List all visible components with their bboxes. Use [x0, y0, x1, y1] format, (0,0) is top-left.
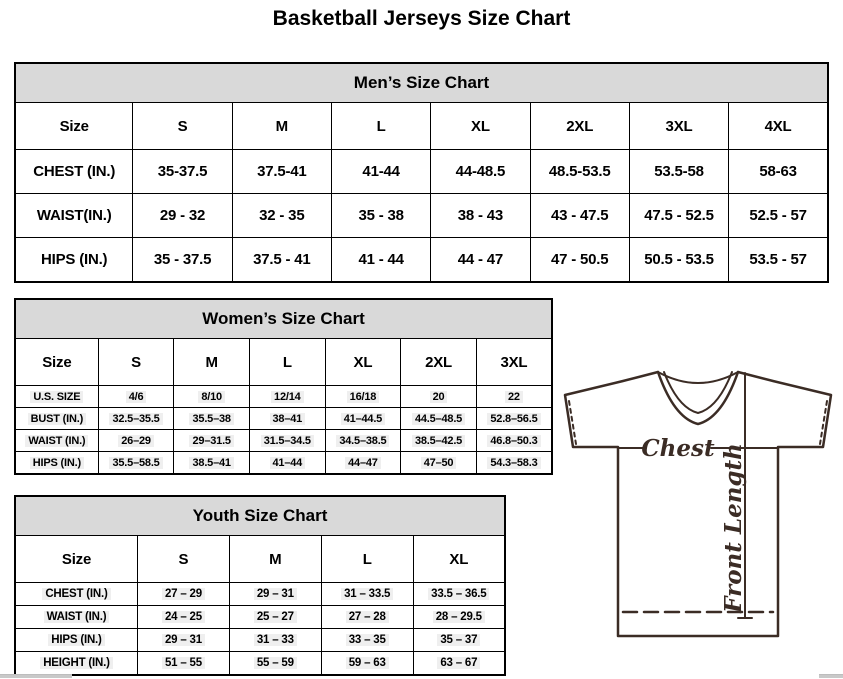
row-label-text: CHEST (IN.): [33, 163, 116, 180]
column-header: Size: [15, 536, 138, 583]
youth-size-chart-table: [14, 495, 506, 676]
table-row: [15, 430, 552, 452]
size-cell: [321, 606, 413, 629]
size-cell: [174, 408, 250, 430]
size-cell: [174, 386, 250, 408]
size-value: 38.5–42.5: [412, 435, 465, 447]
collar-outer-line: [658, 372, 738, 424]
size-value: 44 - 47: [457, 251, 504, 268]
size-cell: [530, 194, 629, 238]
size-value: 35 – 37: [437, 634, 480, 646]
size-cell: [729, 238, 828, 283]
column-header: S: [138, 536, 230, 583]
size-value: 44.5–48.5: [412, 413, 465, 425]
size-cell: [476, 408, 552, 430]
size-value: 44-48.5: [455, 163, 506, 180]
size-cell: [325, 452, 401, 475]
size-cell: [229, 629, 321, 652]
size-value: 46.8–50.3: [487, 435, 540, 447]
mens-size-chart-table: [14, 62, 829, 283]
size-chart-title: Men’s Size Chart: [15, 63, 828, 103]
table-row: [15, 583, 505, 606]
table-row: [15, 629, 505, 652]
size-cell: [232, 194, 331, 238]
size-value: 33 – 35: [346, 634, 389, 646]
size-value: 44–47: [345, 457, 381, 469]
size-cell: [133, 150, 232, 194]
size-cell: [98, 452, 174, 475]
size-value: 48.5-53.5: [548, 163, 611, 180]
size-value: 26–29: [118, 435, 154, 447]
size-cell: [401, 386, 477, 408]
column-header: 3XL: [476, 339, 552, 386]
size-cell: [138, 606, 230, 629]
size-value: 33.5 – 36.5: [428, 588, 489, 600]
horizontal-scrollbar-fragment-left[interactable]: [0, 674, 72, 678]
table-row: [15, 194, 828, 238]
size-value: 32 - 35: [259, 207, 305, 224]
size-value: 12/14: [271, 391, 304, 403]
size-value: 35.5–58.5: [109, 457, 162, 469]
size-value: 51 – 55: [162, 657, 205, 669]
size-cell: [321, 629, 413, 652]
size-cell: [325, 430, 401, 452]
size-cell: [174, 452, 250, 475]
column-header: M: [229, 536, 321, 583]
size-value: 20: [430, 391, 448, 403]
size-value: 31 – 33.5: [341, 588, 393, 600]
size-value: 59 – 63: [346, 657, 389, 669]
column-header: L: [331, 103, 430, 150]
size-value: 47–50: [421, 457, 457, 469]
size-chart-title: Women’s Size Chart: [15, 299, 552, 339]
size-chart-title: Youth Size Chart: [15, 496, 505, 536]
row-label: [15, 629, 138, 652]
size-cell: [401, 408, 477, 430]
size-value: 47.5 - 52.5: [644, 207, 714, 224]
size-cell: [413, 583, 505, 606]
size-cell: [321, 583, 413, 606]
size-cell: [629, 238, 728, 283]
size-cell: [629, 150, 728, 194]
chest-label: Chest: [641, 435, 715, 462]
size-value: 54.3–58.3: [487, 457, 540, 469]
size-cell: [431, 238, 530, 283]
size-cell: [530, 150, 629, 194]
size-cell: [229, 652, 321, 676]
size-value: 52.5 - 57: [749, 207, 807, 224]
page-title: Basketball Jerseys Size Chart: [272, 7, 571, 30]
size-value: 63 – 67: [437, 657, 480, 669]
size-cell: [629, 194, 728, 238]
size-cell: [413, 606, 505, 629]
size-value: 58-63: [759, 163, 797, 180]
column-header: 4XL: [729, 103, 828, 150]
size-value: 29–31.5: [189, 435, 233, 447]
row-label-text: WAIST(IN.): [36, 207, 112, 224]
column-header: M: [174, 339, 250, 386]
row-label: [15, 408, 98, 430]
size-cell: [98, 430, 174, 452]
size-cell: [325, 408, 401, 430]
row-label-text: HIPS (IN.): [48, 634, 104, 646]
size-value: 25 – 27: [254, 611, 297, 623]
size-value: 22: [505, 391, 523, 403]
front-length-label: Front Length: [720, 443, 747, 613]
row-label-text: U.S. SIZE: [30, 391, 83, 403]
size-value: 53.5-58: [654, 163, 704, 180]
size-value: 34.5–38.5: [336, 435, 389, 447]
size-value: 41 - 44: [358, 251, 404, 268]
womens-size-chart-table: [14, 298, 553, 475]
size-cell: [229, 606, 321, 629]
size-value: 16/18: [347, 391, 380, 403]
size-cell: [249, 430, 325, 452]
column-header: Size: [15, 339, 98, 386]
size-cell: [138, 652, 230, 676]
collar-back-line: [658, 372, 738, 383]
row-label: [15, 238, 133, 283]
row-label-text: BUST (IN.): [28, 413, 86, 425]
size-cell: [174, 430, 250, 452]
table-row: [15, 652, 505, 676]
size-value: 29 - 32: [159, 207, 206, 224]
size-cell: [413, 652, 505, 676]
column-header: S: [133, 103, 232, 150]
column-header: S: [98, 339, 174, 386]
size-value: 38–41: [270, 413, 306, 425]
table-row: [15, 238, 828, 283]
size-cell: [133, 238, 232, 283]
size-cell: [98, 408, 174, 430]
size-cell: [729, 194, 828, 238]
size-value: 35.5–38: [189, 413, 233, 425]
row-label-text: WAIST (IN.): [25, 435, 88, 447]
horizontal-scrollbar-fragment-right[interactable]: [819, 674, 843, 678]
size-value: 8/10: [198, 391, 225, 403]
size-cell: [331, 194, 430, 238]
row-label: [15, 583, 138, 606]
table-row: [15, 606, 505, 629]
size-value: 37.5-41: [257, 163, 307, 180]
size-value: 50.5 - 53.5: [644, 251, 714, 268]
row-label-text: CHEST (IN.): [42, 588, 110, 600]
row-label: [15, 452, 98, 475]
size-cell: [249, 452, 325, 475]
size-value: 24 – 25: [162, 611, 205, 623]
size-value: 43 - 47.5: [551, 207, 609, 224]
size-cell: [138, 583, 230, 606]
row-label-text: HIPS (IN.): [30, 457, 84, 469]
size-cell: [98, 386, 174, 408]
size-value: 27 – 28: [346, 611, 389, 623]
row-label: [15, 386, 98, 408]
size-cell: [729, 150, 828, 194]
column-header: 3XL: [629, 103, 728, 150]
row-label: [15, 606, 138, 629]
row-label-text: WAIST (IN.): [44, 611, 110, 623]
size-cell: [401, 452, 477, 475]
row-label: [15, 652, 138, 676]
jersey-measurement-diagram: [557, 360, 841, 660]
size-cell: [138, 629, 230, 652]
table-row: [15, 150, 828, 194]
size-cell: [321, 652, 413, 676]
size-cell: [331, 150, 430, 194]
size-cell: [133, 194, 232, 238]
table-row: [15, 408, 552, 430]
column-header: L: [249, 339, 325, 386]
column-header: L: [321, 536, 413, 583]
size-cell: [249, 386, 325, 408]
size-value: 41–44.5: [341, 413, 385, 425]
size-value: 53.5 - 57: [749, 251, 807, 268]
column-header: XL: [413, 536, 505, 583]
column-header: 2XL: [530, 103, 629, 150]
size-cell: [476, 452, 552, 475]
size-cell: [476, 386, 552, 408]
column-header: XL: [325, 339, 401, 386]
size-cell: [229, 583, 321, 606]
row-label-text: HEIGHT (IN.): [40, 657, 113, 669]
size-cell: [331, 238, 430, 283]
size-value: 28 – 29.5: [433, 611, 485, 623]
column-header: M: [232, 103, 331, 150]
size-cell: [249, 408, 325, 430]
size-value: 52.8–56.5: [487, 413, 540, 425]
size-value: 41–44: [270, 457, 306, 469]
size-value: 31 – 33: [254, 634, 297, 646]
table-row: [15, 386, 552, 408]
column-header: XL: [431, 103, 530, 150]
jersey-outline-shape: [565, 372, 831, 636]
size-cell: [401, 430, 477, 452]
size-cell: [232, 238, 331, 283]
size-value: 31.5–34.5: [261, 435, 314, 447]
table-row: [15, 452, 552, 475]
size-value: 27 – 29: [162, 588, 205, 600]
size-value: 29 – 31: [254, 588, 297, 600]
size-value: 37.5 - 41: [253, 251, 311, 268]
row-label: [15, 430, 98, 452]
size-cell: [530, 238, 629, 283]
size-value: 55 – 59: [254, 657, 297, 669]
size-value: 4/6: [126, 391, 147, 403]
row-label: [15, 150, 133, 194]
size-cell: [476, 430, 552, 452]
size-cell: [413, 629, 505, 652]
row-label-text: HIPS (IN.): [41, 251, 108, 268]
size-cell: [431, 194, 530, 238]
column-header: 2XL: [401, 339, 477, 386]
size-value: 35 - 37.5: [153, 251, 212, 268]
column-header: Size: [15, 103, 133, 150]
size-value: 35 - 38: [358, 207, 404, 224]
size-value: 38 - 43: [457, 207, 504, 224]
size-cell: [325, 386, 401, 408]
size-value: 35-37.5: [157, 163, 208, 180]
size-cell: [431, 150, 530, 194]
size-cell: [232, 150, 331, 194]
size-value: 47 - 50.5: [551, 251, 609, 268]
size-value: 41-44: [362, 163, 400, 180]
size-value: 38.5–41: [189, 457, 233, 469]
size-value: 32.5–35.5: [109, 413, 162, 425]
row-label: [15, 194, 133, 238]
size-value: 29 – 31: [162, 634, 205, 646]
